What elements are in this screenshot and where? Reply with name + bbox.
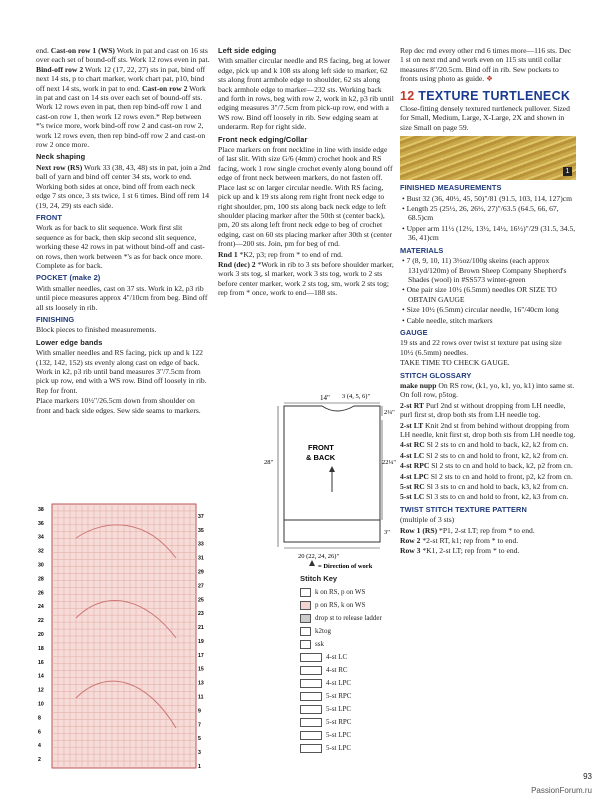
chart-row-label: 30 xyxy=(38,562,44,569)
chart-row-label: 5 xyxy=(198,736,201,743)
chart-row-label: 23 xyxy=(198,611,204,618)
chart-row-label: 33 xyxy=(198,541,204,548)
heading-neck-shaping: Neck shaping xyxy=(36,152,86,162)
paragraph: With smaller needles and RS facing, pick up and k 122 (132, 142, 152) sts evenly along cast on edge of back. Work in k2, p3 rib until band measures 3"/7.5cm from pick up row, end with a WS row. Bind off loosely in rib. Rep for front. xyxy=(36,348,207,395)
chart-row-label: 21 xyxy=(198,625,204,632)
chart-row-label: 22 xyxy=(38,618,44,625)
chart-row-label: 36 xyxy=(38,520,44,527)
photo-badge: 1 xyxy=(563,167,572,176)
chart-row-label: 20 xyxy=(38,632,44,638)
chart-row-label: 31 xyxy=(198,555,204,562)
heading-gauge: GAUGE xyxy=(400,327,428,337)
key-item: 5-st LPC xyxy=(300,703,400,716)
chart-row-label: 37 xyxy=(198,513,204,520)
heading-finishing: FINISHING xyxy=(36,314,75,324)
heading-left-side-edging: Left side edging xyxy=(218,46,277,55)
materials-list xyxy=(400,256,576,325)
paragraph: Place markers 10½"/26.5cm down from shoulder on front and back side edges. Sew side seams to markers. xyxy=(36,396,201,415)
chart-row-label: 29 xyxy=(198,569,204,576)
key-item: 5-st LPC xyxy=(300,742,400,755)
list-item: • 7 (8, 9, 10, 11) 3½oz/100g skeins (each approx 131yd/120m) of Brown Sheep Company Shepherd's Shades (wool) in #SS573 winter-green xyxy=(400,256,576,284)
chart-row-label: 7 xyxy=(198,722,201,729)
chart-row-label: 6 xyxy=(38,729,41,736)
chart-row-label: 34 xyxy=(38,534,44,541)
list-item: • Cable needle, stitch markers xyxy=(400,316,576,325)
schematic-top-width: 14" xyxy=(320,394,330,402)
column-left xyxy=(36,46,211,416)
list-item: • Bust 32 (36, 40½, 45, 50)"/81 (91.5, 103, 114, 127)cm xyxy=(400,194,576,203)
paragraph: Rep dec rnd every other rnd 6 times more—116 sts. Dec 1 st on next rnd and work even on 115 sts until collar measures 8"/20.5cm. Bind off in rib. Sew pockets to fronts using photo as guide. ❖ xyxy=(400,46,572,84)
list-item: • One pair size 10½ (6.5mm) needles OR SIZE TO OBTAIN GAUGE xyxy=(400,285,576,304)
key-item: p on RS, k on WS xyxy=(300,599,400,612)
glossary-entry: 5-st RC Sl 3 sts to cn and hold to back, k3, k2 from cn. xyxy=(400,482,569,492)
paragraph: With smaller circular needle and RS facing, beg at lower edge, pick up and k 108 sts along left side to marker, 62 sts along front armhole edge to shoulder, 62 sts along back armhole edge to marker—232 sts. Working back and forth in rows, beg with row 2, work in k2, p3 rib until edging measures 3"/7.5cm from pick-up row, end with a WS row. Bind off loosely in rib. Sew edging seam at underarm. Rep for right side. xyxy=(218,56,394,132)
pattern-row: Row 1 (RS) *P1, 2-st LT; rep from * to end. xyxy=(400,525,535,535)
schematic-hem xyxy=(284,520,380,542)
stitch-key xyxy=(300,572,400,755)
column-right xyxy=(400,46,576,557)
key-item: ssk xyxy=(300,638,400,651)
chart-row-label: 17 xyxy=(198,652,204,659)
glossary-entry: 4-st LPC Sl 2 sts to cn and hold to front, p2, k2 from cn. xyxy=(400,471,573,481)
paragraph: With smaller needles, cast on 37 sts. Work in k2, p3 rib until piece measures approx 4"/10cm from beg. Bind off all sts loosely in rib. xyxy=(36,283,208,312)
key-item: 5-st RPC xyxy=(300,716,400,729)
schematic-arrow-note: = Direction of work xyxy=(318,563,373,570)
glossary-entry: 4-st RPC Sl 2 sts to cn and hold to back, k2, p2 from cn. xyxy=(400,461,573,471)
key-item: k on RS, p on WS xyxy=(300,586,400,599)
paragraph: end. Cast-on row 1 (WS) Work in pat and cast on 16 sts over each set of bound-off sts. Work 12 rows even in pat. Bind-off row 2 Work 12 (17, 22, 27) sts in pat, bind off next 14 sts, p to chart marker, work chart pat, p10, bind off next 14 sts, work in pat to end. Cast-on row 2 Work in pat and cast on 14 sts over each set of bound-off sts. Work 12 rows even in pat, then rep bind-off row 1 and cast-on row 1, then work 12 rows even.* Rep between *'s twice more, work bind-off row 2 and cast-on row 2, work 12 rows even, then rep bind-off row 2 and cast-on row 2 once more. xyxy=(36,46,210,150)
chart-row-label: 19 xyxy=(198,638,204,645)
key-item: 4-st LC xyxy=(300,651,400,664)
schematic-label-back: & BACK xyxy=(306,453,336,462)
heading-pocket: POCKET (make 2) xyxy=(36,273,101,283)
heading-finished-measurements: FINISHED MEASUREMENTS xyxy=(400,183,502,193)
chart-row-label: 12 xyxy=(38,687,44,694)
chart-row-label: 4 xyxy=(38,743,41,750)
heading-materials: MATERIALS xyxy=(400,245,444,255)
chart-row-label: 14 xyxy=(38,673,44,680)
key-item: 5-st RPC xyxy=(300,690,400,703)
chart-row-label: 10 xyxy=(38,701,44,708)
key-item: 5-st LPC xyxy=(300,729,400,742)
schematic-shoulder: 2¼" xyxy=(384,409,395,416)
glossary-entry: 4-st LC Sl 2 sts to cn and hold to front, k2, k2 from cn. xyxy=(400,450,569,460)
texture-swatch-image xyxy=(400,136,576,180)
paragraph: Work as for back to slit sequence. Work first slit sequence as for back, then skip second slit sequence, working these 42 rows in pat without bind-off and cast-on rows, then work between *'s as for back once more. Complete as for back. xyxy=(36,223,205,270)
glossary-entry: make nupp On RS row, (k1, yo, k1, yo, k1) into same st. On foll row, p5tog. xyxy=(400,380,575,400)
chart-row-label: 9 xyxy=(198,708,201,715)
footer-site: PassionForum.ru xyxy=(531,786,592,795)
chart-row-label: 27 xyxy=(198,583,204,590)
schematic-outline xyxy=(284,406,380,520)
front-back-schematic xyxy=(262,372,402,572)
chart-row-label: 13 xyxy=(198,680,204,687)
paragraph: TAKE TIME TO CHECK GAUGE. xyxy=(400,358,510,368)
key-item: k2tog xyxy=(300,625,400,638)
chart-row-label: 2 xyxy=(38,757,41,764)
pattern-description: Close-fitting densely textured turtleneck pullover. Sized for Small, Medium, Large, X-Large, 2X and shown in size Small on page 59. xyxy=(400,104,570,132)
chart-row-label: 18 xyxy=(38,645,44,652)
list-item: • Length 25 (25½, 26, 26½, 27)"/63.5 (64.5, 66, 67, 68.5)cm xyxy=(400,204,576,223)
heading-stitch-glossary: STITCH GLOSSARY xyxy=(400,370,472,380)
heading-lower-edge: Lower edge bands xyxy=(36,337,103,347)
paragraph: 19 sts and 22 rows over twist st texture pat using size 10½ (6.5mm) needles. xyxy=(400,338,562,357)
chart-row-label: 15 xyxy=(198,666,204,673)
chart-row-label: 24 xyxy=(38,604,44,611)
paragraph: Rnd 1 *K2, p3; rep from * to end of rnd. xyxy=(218,249,343,259)
chart-row-label: 25 xyxy=(198,597,204,604)
pattern-row: Row 2 *2-st RT, k1; rep from * to end. xyxy=(400,536,519,546)
chart-row-label: 26 xyxy=(38,590,44,597)
paragraph: Next row (RS) Work 33 (38, 43, 48) sts in pat, join a 2nd ball of yarn and bind off center 34 sts, work to end. Working both sides at once, bind off from each neck edge 7 sts once, 3 sts twice, 1 st 6 times. Bind off rem 14 (19, 24, 29) sts each side. xyxy=(36,162,211,210)
schematic-label-front: FRONT xyxy=(308,443,334,452)
pattern-row: Row 3 *K1, 2-st LT; rep from * to end. xyxy=(400,546,520,556)
schematic-neck-width: 3 (4, 5, 6)" xyxy=(342,393,371,400)
paragraph: (multiple of 3 sts) xyxy=(400,515,455,525)
measurements-list xyxy=(400,194,576,243)
schematic-length: 28" xyxy=(264,459,274,466)
key-item: 4-st RC xyxy=(300,664,400,677)
glossary-entry: 5-st LC Sl 3 sts to cn and hold to front, k2, k3 from cn. xyxy=(400,492,569,502)
chart-row-label: 8 xyxy=(38,715,41,722)
stitch-key-title: Stitch Key xyxy=(300,574,338,583)
list-item: • Upper arm 11½ (12½, 13½, 14½, 16½)"/29 (31.5, 34.5, 36, 41)cm xyxy=(400,224,576,243)
chart-row-label: 35 xyxy=(198,527,204,534)
chart-row-label: 16 xyxy=(38,659,44,666)
key-item: 4-st LPC xyxy=(300,677,400,690)
chart-row-label: 28 xyxy=(38,576,44,583)
pattern-title: 12 TEXTURE TURTLENECK xyxy=(400,88,571,103)
page-number: 93 xyxy=(583,772,592,781)
heading-front: FRONT xyxy=(36,212,62,222)
list-item: • Size 10½ (6.5mm) circular needle, 16"/40cm long xyxy=(400,305,576,314)
schematic-hem-depth: 3" xyxy=(384,529,390,536)
schematic-side-length: 22¼" xyxy=(382,459,397,466)
chart-row-label: 11 xyxy=(198,694,204,701)
paragraph: Rnd (dec) 2 *Work in rib to 3 sts before shoulder marker, work 3 sts tog, sl marker, work 3 sts tog, work to 2 sts before center marker, work 2 sts tog, sm, work 2 sts tog; rep from * once, work to end—188 sts. xyxy=(218,259,394,298)
glossary-entry: 2-st LT Knit 2nd st from behind without dropping from LH needle, knit first st, drop both sts from LH needle tog. xyxy=(400,420,576,439)
schematic-bottom-width: 20 (22, 24, 26)" xyxy=(298,553,340,560)
chart-row-label: 3 xyxy=(198,750,201,757)
chart-row-label: 32 xyxy=(38,548,44,555)
stitch-chart xyxy=(36,498,212,774)
chart-row-label: 1 xyxy=(198,764,201,770)
heading-front-neck: Front neck edging/Collar xyxy=(218,134,308,144)
heading-twist-stitch: TWIST STITCH TEXTURE PATTERN xyxy=(400,504,527,514)
key-item: drop st to release ladder xyxy=(300,612,400,625)
chart-row-label: 38 xyxy=(38,506,44,513)
glossary-entry: 2-st RT Purl 2nd st without dropping from LH needle, purl first st, drop both sts from LH needle tog. xyxy=(400,400,566,420)
paragraph: Block pieces to finished measurements. xyxy=(36,325,157,335)
glossary-entry: 4-st RC Sl 2 sts to cn and hold to back, k2, k2 from cn. xyxy=(400,440,569,450)
paragraph: Place markers on front neckline in line with inside edge of last slit. With size G/6 (4mm) crochet hook and RS facing, work 1 row single crochet evenly along bound off edge of front neck between markers, do not fasten off. Place last sc on larger circular needle. With RS facing, pick up and k 19 sts along rem right front neck edge to right shoulder, pm, 100 sts along back neck edge to left shoulder placing marker after the 50th st (center back), pm, 20 sts along left front neck edge to beg of crochet edging, cast on 60 sts placing marker after 30th st (center front)—200 sts. Join, pm for beg of rnd. xyxy=(218,145,393,249)
column-middle xyxy=(218,46,394,299)
